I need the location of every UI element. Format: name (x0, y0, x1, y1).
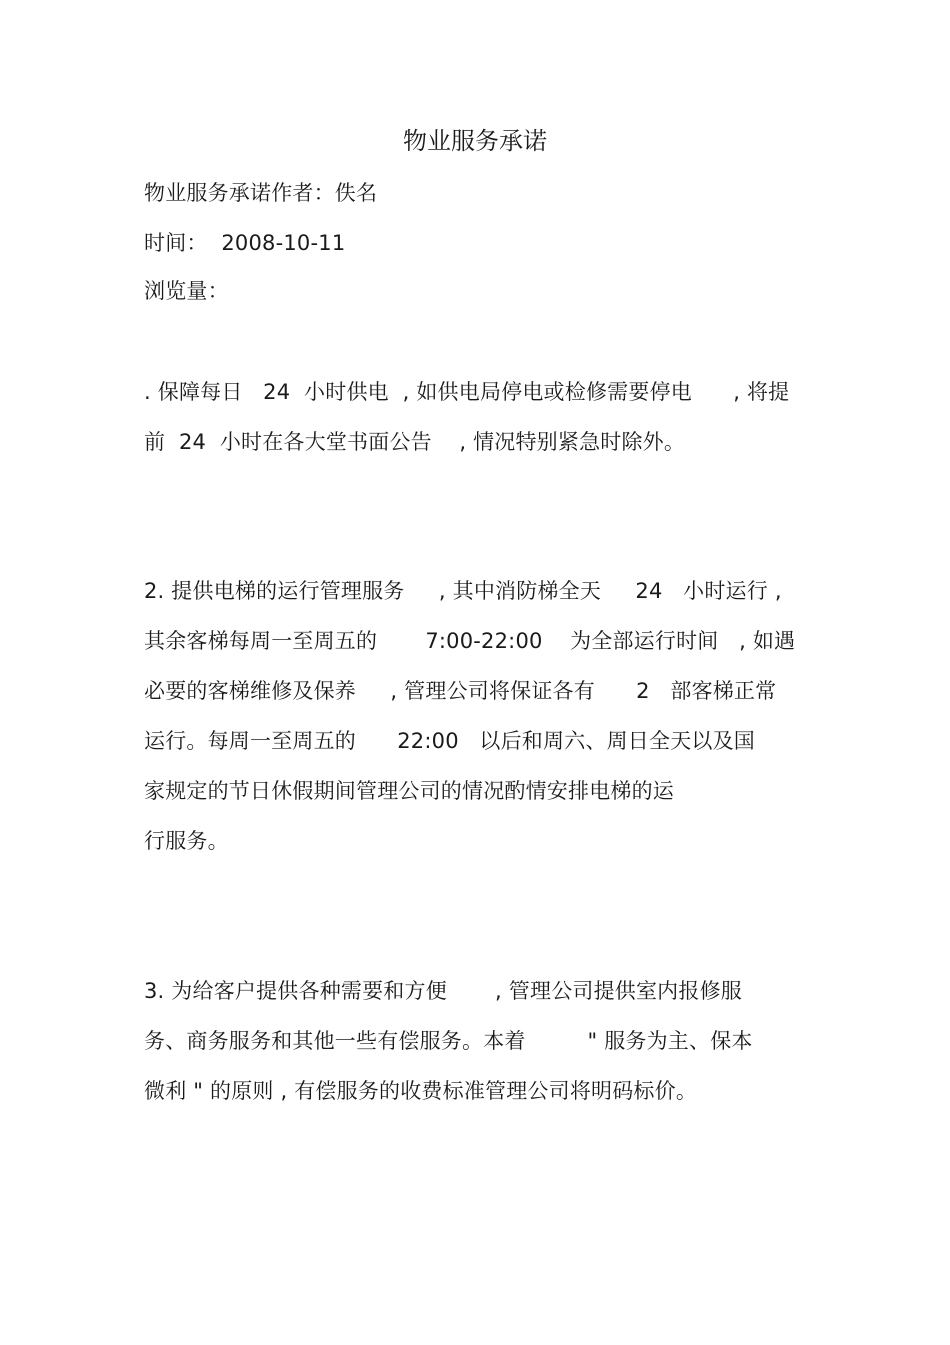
paragraph-line: 务、商务服务和其他一些有偿服务。本着 " 服务为主、保本 (144, 1029, 753, 1053)
author-line: 物业服务承诺作者：佚名 (144, 181, 378, 205)
paragraph-line: 必要的客梯维修及保养 , 管理公司将保证各有 2 部客梯正常 (144, 679, 777, 703)
paragraph-line: 行服务。 (144, 829, 229, 853)
paragraph-line: 前 24 小时在各大堂书面公告 , 情况特别紧急时除外。 (144, 430, 686, 454)
paragraph-line: 2. 提供电梯的运行管理服务 , 其中消防梯全天 24 小时运行 , (144, 579, 782, 603)
paragraph-line: . 保障每日 24 小时供电 , 如供电局停电或检修需要停电 , 将提 (144, 380, 790, 404)
paragraph-line: 微利 " 的原则 , 有偿服务的收费标准管理公司将明码标价。 (144, 1079, 698, 1103)
views-line: 浏览量： (144, 279, 229, 303)
time-line: 时间： 2008-10-11 (144, 231, 346, 255)
paragraph-line: 3. 为给客户提供各种需要和方便 , 管理公司提供室内报修服 (144, 979, 742, 1003)
paragraph-line: 家规定的节日休假期间管理公司的情况酌情安排电梯的运 (144, 779, 674, 803)
paragraph-line: 其余客梯每周一至周五的 7:00-22:00 为全部运行时间 , 如遇 (144, 629, 796, 653)
paragraph-line: 运行。每周一至周五的 22:00 以后和周六、周日全天以及国 (144, 729, 755, 753)
document-title: 物业服务承诺 (403, 127, 547, 155)
